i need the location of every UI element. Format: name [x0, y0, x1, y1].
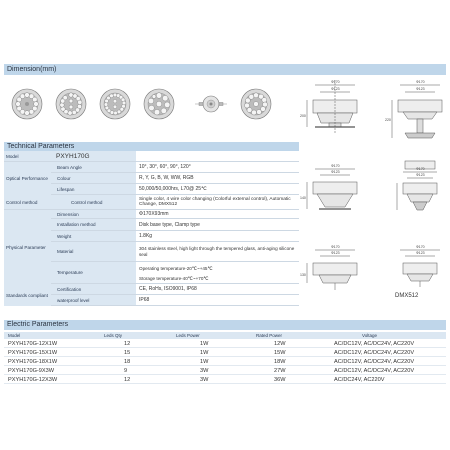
- dim-label-123-2: Φ123: [416, 87, 425, 91]
- installation-value: Disk base type, Clamp type: [139, 221, 200, 228]
- installation-label: Installation method: [51, 219, 136, 230]
- dimension-value: Φ170X93mm: [139, 211, 169, 217]
- cell-qty: 9: [124, 368, 128, 374]
- dimension-title: Dimension(mm): [7, 66, 57, 73]
- electric-row: [4, 340, 446, 348]
- dim-label-170-1: Φ170: [331, 80, 340, 84]
- temperature-label: Temperature: [51, 262, 136, 283]
- dimension-header: [4, 64, 446, 75]
- material-value: 304 stainless steel, high light through the tempered glass, anti-aging silicone seal: [139, 246, 295, 257]
- dim-label-123-4: Φ123: [416, 173, 425, 177]
- tech-row-lifespan: [51, 184, 299, 195]
- height-label-2: 220: [385, 118, 391, 122]
- standards-label: Standards compliant: [4, 284, 51, 306]
- col-leds-power: Leds Power: [176, 333, 200, 338]
- tech-row-certification: [51, 284, 299, 295]
- col-leds-qty: Leds Qty: [104, 333, 123, 338]
- led-disc-18: [100, 89, 130, 119]
- cell-qty: 12: [124, 377, 131, 383]
- cell-voltage: AC/DC24V, AC220V: [334, 377, 385, 383]
- cell-rated-power: 27W: [274, 368, 286, 374]
- cell-rated-power: 15W: [274, 350, 286, 356]
- cell-voltage: AC/DC12V, AC/DC24V, AC220V: [334, 341, 415, 347]
- led-disc-side: [195, 96, 227, 112]
- weight-label: Weight: [51, 231, 136, 241]
- dim-label-170-2: Φ170: [416, 80, 425, 84]
- waterproof-value: IP68: [139, 297, 150, 303]
- electric-title: Electric Parameters: [7, 321, 69, 328]
- control-label: Control method: [4, 195, 51, 209]
- tech-row-dimension: [51, 210, 299, 219]
- cell-model: PXYH170G-12X1W: [8, 341, 58, 347]
- physical-label: Physical Parameter: [4, 210, 51, 284]
- tech-row-beam: [51, 162, 299, 173]
- dmx512-label: DMX512: [395, 293, 419, 299]
- model-label: Model: [4, 151, 51, 161]
- led-disc-12: [12, 89, 42, 119]
- cell-qty: 18: [124, 359, 131, 365]
- tech-table: [4, 151, 299, 316]
- dim-label-170-6: Φ170: [416, 245, 425, 249]
- beam-label: Beam Angle: [51, 162, 136, 172]
- col-voltage: Voltage: [362, 333, 378, 338]
- cell-leds-power: 3W: [200, 377, 209, 383]
- lifespan-label: Lifespan: [51, 184, 136, 194]
- cell-leds-power: 1W: [200, 341, 209, 347]
- led-front-views: [0, 80, 300, 140]
- dim-label-123-1: Φ123: [331, 87, 340, 91]
- col-rated-power: Rated Power: [256, 333, 283, 338]
- colour-value: R, Y, G, B, W, WW, RGB: [139, 175, 194, 181]
- tech-title: Technical Parameters: [7, 143, 75, 150]
- certification-label: Certification: [51, 284, 136, 294]
- dim-label-123-5: Φ123: [331, 251, 340, 255]
- cell-leds-power: 1W: [200, 350, 209, 356]
- electric-row: [4, 358, 446, 366]
- led-disc-9: [144, 89, 174, 119]
- material-label: Material: [51, 242, 136, 261]
- cell-leds-power: 1W: [200, 359, 209, 365]
- tech-row-temperature: [51, 262, 299, 284]
- tech-row-colour: [51, 173, 299, 184]
- cell-qty: 12: [124, 341, 131, 347]
- cell-qty: 15: [124, 350, 131, 356]
- electric-header: [4, 320, 446, 330]
- tech-row-control: [4, 195, 299, 210]
- beam-value: 10°, 30°, 60°, 90°, 120°: [139, 164, 191, 170]
- electric-row: [4, 367, 446, 375]
- cell-rated-power: 36W: [274, 377, 286, 383]
- cell-voltage: AC/DC12V, AC/DC24V, AC220V: [334, 359, 415, 365]
- cell-model: PXYH170G-15X1W: [8, 350, 58, 356]
- tech-row-weight: [51, 231, 299, 242]
- tech-row-material: [51, 242, 299, 262]
- cell-voltage: AC/DC12V, AC/DC24V, AC220V: [334, 350, 415, 356]
- tech-row-model: [4, 151, 299, 162]
- temperature-operating: Operating temperature-20℃~+45℃: [139, 266, 213, 271]
- col-model: Model: [8, 333, 21, 338]
- cell-model: PXYH170G-18X1W: [8, 359, 58, 365]
- dim-label-123-6: Φ123: [416, 251, 425, 255]
- optical-label: Optical Performance: [4, 162, 51, 195]
- tech-row-waterproof: [51, 295, 299, 306]
- electric-row: [4, 376, 446, 384]
- height-label-4: 130: [300, 273, 306, 277]
- cell-leds-power: 3W: [200, 368, 209, 374]
- dimension-label: Dimension: [51, 210, 136, 218]
- dim-label-123-3: Φ123: [331, 170, 340, 174]
- waterproof-label: waterproof level: [51, 295, 136, 305]
- dim-label-170-4: Φ170: [416, 167, 425, 171]
- electric-row: [4, 349, 446, 357]
- model-value: PXYH170G: [56, 153, 90, 160]
- electric-table-header: [4, 332, 446, 339]
- control-sub-label: Control method: [51, 195, 136, 209]
- dim-label-170-3: Φ170: [331, 164, 340, 168]
- temperature-storage: Storage temperature-40℃~+70℃: [139, 276, 209, 281]
- height-label-3: 140: [300, 196, 306, 200]
- control-value: Single color, 4 wire color changing (Colorful external control), Automatic Change, DMX512: [139, 196, 291, 207]
- led-disc-15: [56, 89, 86, 119]
- weight-value: 1.8Kg: [139, 233, 153, 239]
- led-disc-12-large: [241, 89, 271, 119]
- dim-label-170-5: Φ170: [331, 245, 340, 249]
- tech-header: [4, 142, 299, 151]
- cell-rated-power: 18W: [274, 359, 286, 365]
- cell-rated-power: 12W: [274, 341, 286, 347]
- cell-model: PXYH170G-9X3W: [8, 368, 55, 374]
- side-view-drawings: [295, 75, 450, 310]
- certification-value: CE, RoHs, ISO9001, IP68: [139, 286, 197, 292]
- cell-model: PXYH170G-12X3W: [8, 377, 58, 383]
- tech-row-installation: [51, 219, 299, 231]
- colour-label: Colour: [51, 173, 136, 183]
- cell-voltage: AC/DC12V, AC/DC24V, AC220V: [334, 368, 415, 374]
- lifespan-value: 50,000/50,000hrs, L70@ 25℃: [139, 186, 207, 192]
- height-label-1: 200: [300, 114, 306, 118]
